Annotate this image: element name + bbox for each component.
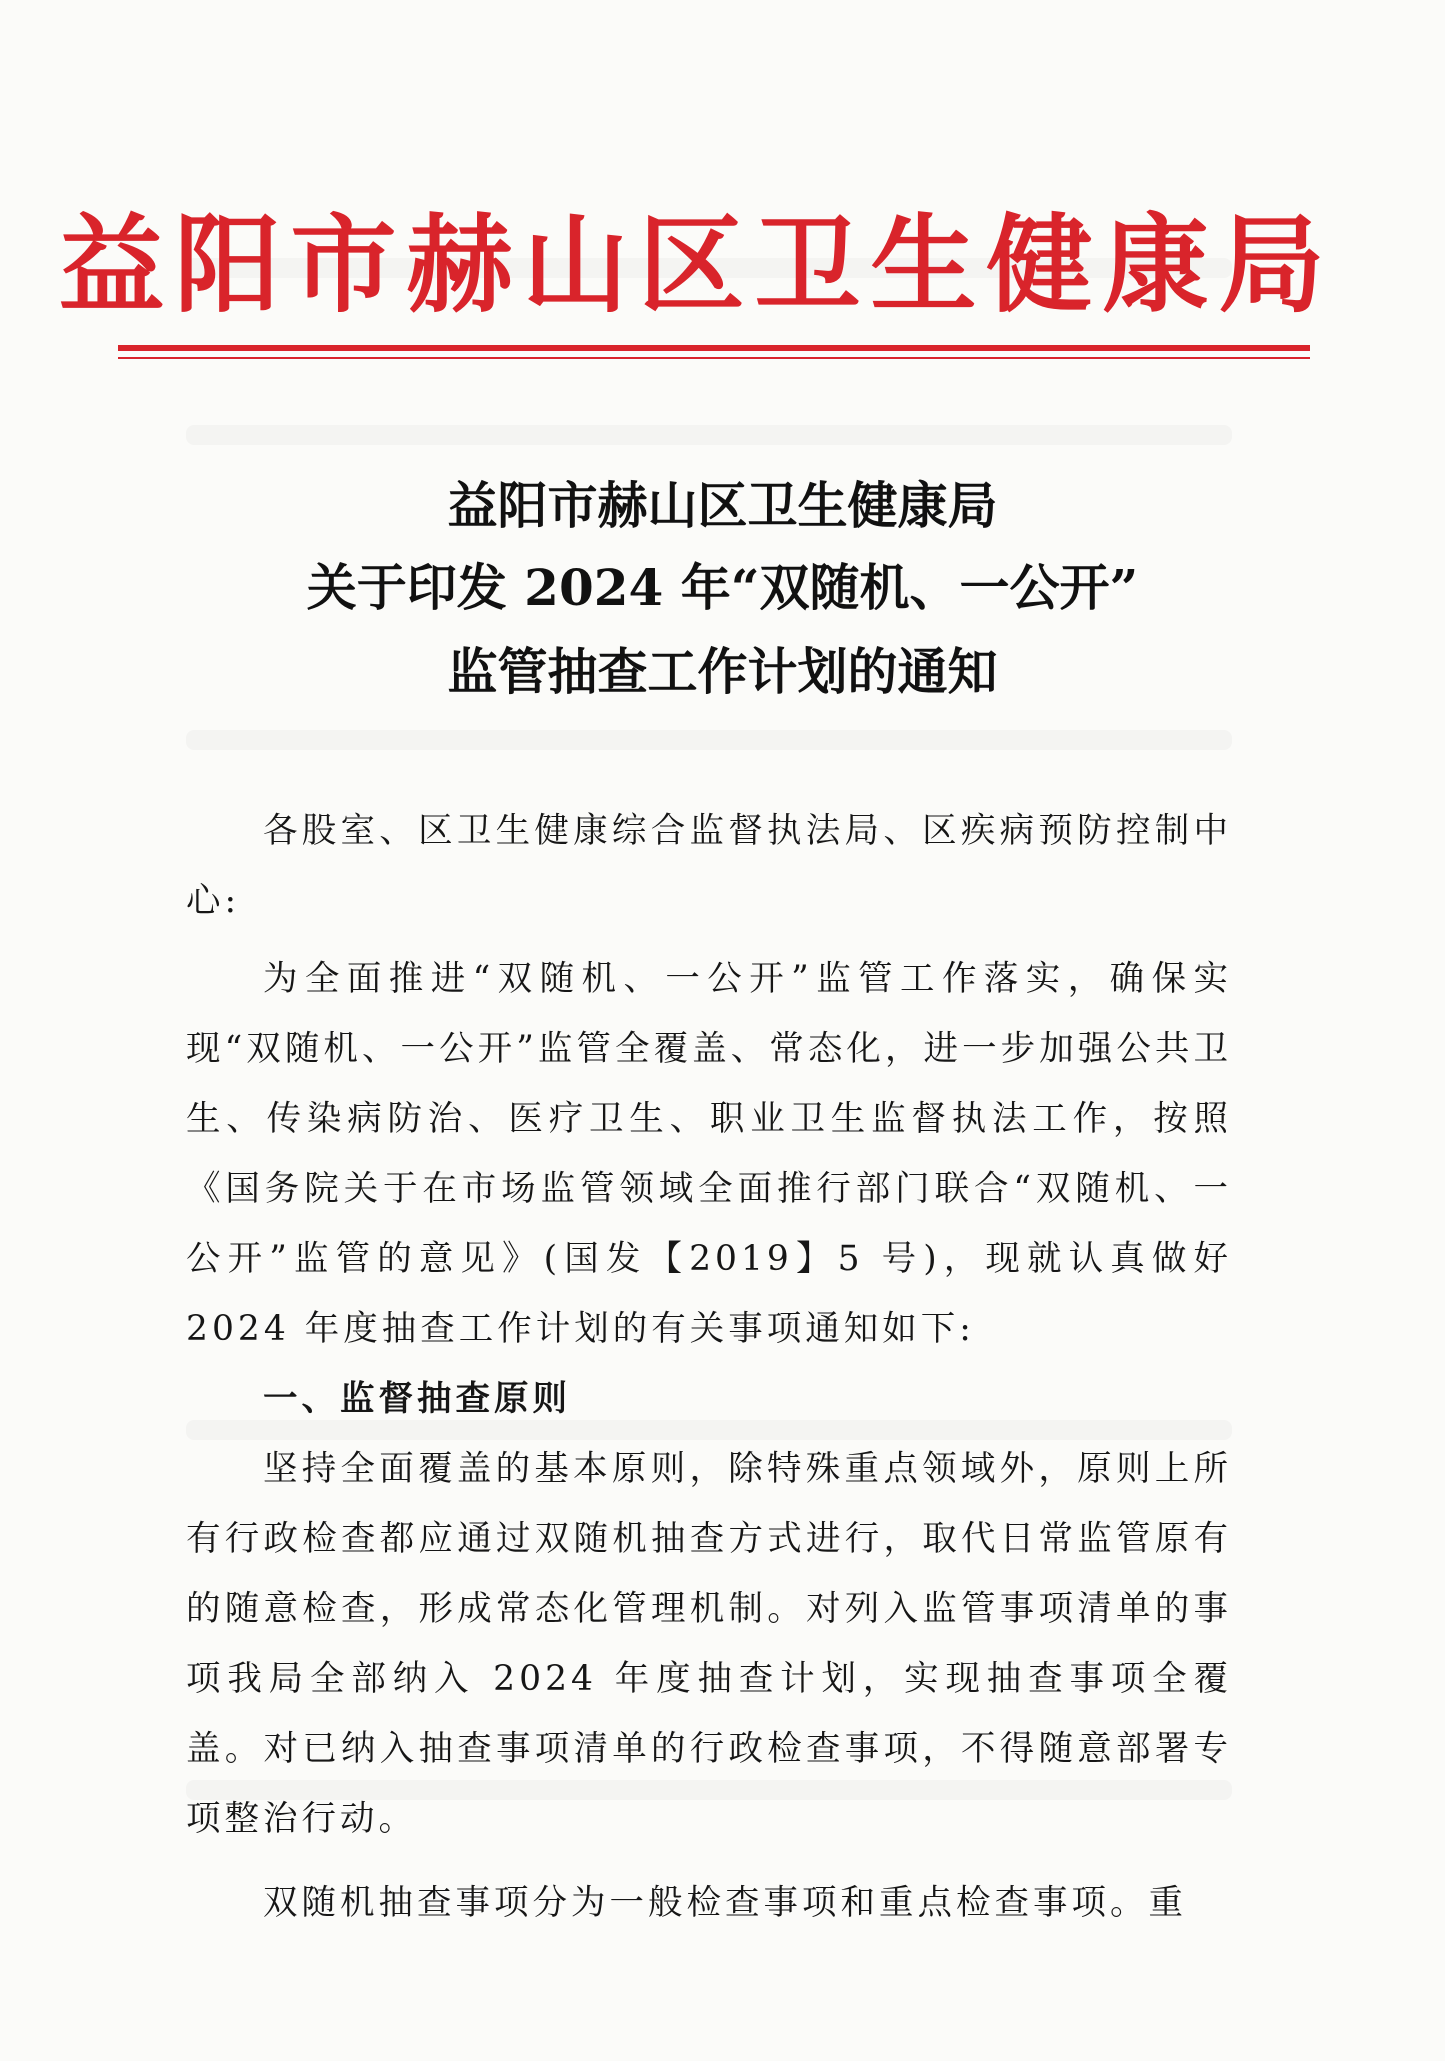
bleed-through-line bbox=[186, 730, 1232, 750]
section1-paragraph-2: 双随机抽查事项分为一般检查事项和重点检查事项。重 bbox=[263, 1883, 1187, 1923]
intro-paragraph: 为全面推进“双随机、一公开”监管工作落实，确保实现“双随机、一公开”监管全覆盖、常态化，进一步加强公共卫生、传染病防治、医疗卫生、职业卫生监督执法工作，按照《国务院关于在市场监管领域全面推行部门联合“双随机、一公开”监管的意见》(国发【2019】5 号)，现就认真做好 2024 年度抽查工作计划的有关事项通知如下: bbox=[186, 959, 1232, 1349]
notice-title-line-2: 关于印发 2024 年“双随机、一公开” bbox=[306, 558, 1139, 617]
letterhead-title: 益阳市赫山区卫生健康局 bbox=[58, 204, 1335, 327]
letterhead-rule-thin bbox=[118, 357, 1310, 359]
notice-body bbox=[186, 796, 1232, 1938]
letterhead-rule-thick bbox=[118, 345, 1310, 351]
notice-title-line-3: 监管抽查工作计划的通知 bbox=[447, 642, 998, 701]
section-heading: 一、监督抽查原则 bbox=[263, 1379, 571, 1419]
section1-paragraph-1: 坚持全面覆盖的基本原则，除特殊重点领域外，原则上所有行政检查都应通过双随机抽查方式进行，取代日常监管原有的随意检查，形成常态化管理机制。对列入监管事项清单的事项我局全部纳入 2024 年度抽查计划，实现抽查事项全覆盖。对已纳入抽查事项清单的行政检查事项，不得随意部署专项整治行动。 bbox=[186, 1449, 1232, 1839]
addressee: 各股室、区卫生健康综合监督执法局、区疾病预防控制中心: bbox=[186, 811, 1232, 921]
notice-title-line-1: 益阳市赫山区卫生健康局 bbox=[447, 476, 998, 535]
bleed-through-line bbox=[186, 425, 1232, 445]
